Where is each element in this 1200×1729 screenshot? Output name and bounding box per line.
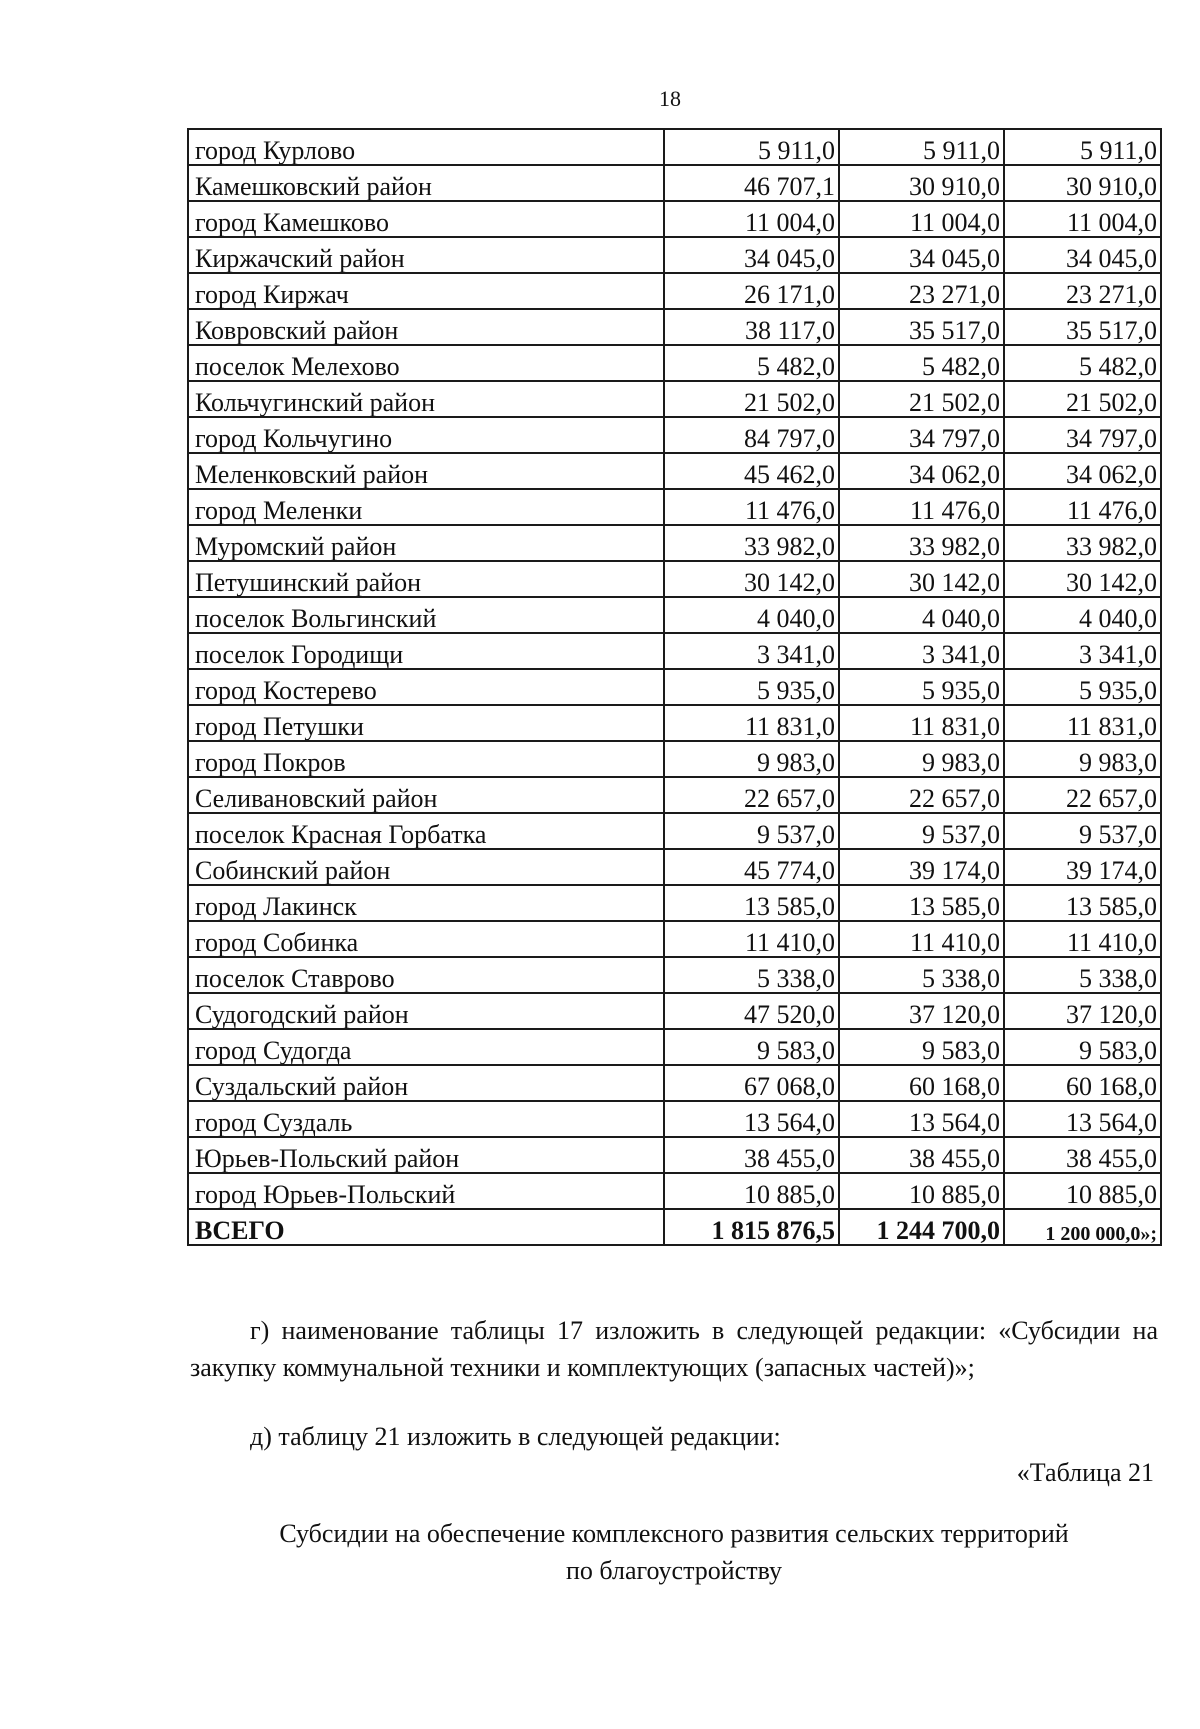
territory-name: город Кольчугино — [188, 417, 664, 453]
table-row — [188, 777, 1161, 813]
value-3: 5 911,0 — [1004, 129, 1161, 165]
table-row — [188, 1173, 1161, 1209]
value-3: 30 142,0 — [1004, 561, 1161, 597]
territory-name: поселок Мелехово — [188, 345, 664, 381]
table-row — [188, 993, 1161, 1029]
territory-name: поселок Вольгинский — [188, 597, 664, 633]
value-3: 38 455,0 — [1004, 1137, 1161, 1173]
value-3: 33 982,0 — [1004, 525, 1161, 561]
value-3: 9 983,0 — [1004, 741, 1161, 777]
table-row — [188, 633, 1161, 669]
value-2: 4 040,0 — [839, 597, 1004, 633]
value-1: 13 564,0 — [664, 1101, 839, 1137]
value-1: 5 482,0 — [664, 345, 839, 381]
value-1: 38 455,0 — [664, 1137, 839, 1173]
value-1: 5 911,0 — [664, 129, 839, 165]
territory-name: Судогодский район — [188, 993, 664, 1029]
table-row — [188, 597, 1161, 633]
value-2: 11 831,0 — [839, 705, 1004, 741]
value-3: 11 476,0 — [1004, 489, 1161, 525]
value-2: 5 482,0 — [839, 345, 1004, 381]
table-title — [190, 1515, 1158, 1589]
value-1: 11 476,0 — [664, 489, 839, 525]
paragraph-d: д) таблицу 21 изложить в следующей редакции: — [250, 1422, 781, 1451]
territory-name: Ковровский район — [188, 309, 664, 345]
table-row — [188, 921, 1161, 957]
table-title-line-1: Субсидии на обеспечение комплексного развития сельских территорий — [279, 1519, 1069, 1548]
table-row — [188, 813, 1161, 849]
territory-name: город Лакинск — [188, 885, 664, 921]
value-2: 22 657,0 — [839, 777, 1004, 813]
value-1: 38 117,0 — [664, 309, 839, 345]
value-1: 5 338,0 — [664, 957, 839, 993]
territory-name: город Костерево — [188, 669, 664, 705]
value-2: 38 455,0 — [839, 1137, 1004, 1173]
value-3: 60 168,0 — [1004, 1065, 1161, 1101]
territory-name: город Камешково — [188, 201, 664, 237]
value-2: 37 120,0 — [839, 993, 1004, 1029]
value-2: 10 885,0 — [839, 1173, 1004, 1209]
total-value-1: 1 815 876,5 — [664, 1209, 839, 1245]
value-1: 22 657,0 — [664, 777, 839, 813]
table-row — [188, 381, 1161, 417]
value-2: 5 338,0 — [839, 957, 1004, 993]
table-row — [188, 237, 1161, 273]
value-1: 3 341,0 — [664, 633, 839, 669]
value-2: 33 982,0 — [839, 525, 1004, 561]
value-3: 9 537,0 — [1004, 813, 1161, 849]
value-2: 34 797,0 — [839, 417, 1004, 453]
territory-name: Селивановский район — [188, 777, 664, 813]
table-row — [188, 1101, 1161, 1137]
value-3: 5 935,0 — [1004, 669, 1161, 705]
territory-name: Кольчугинский район — [188, 381, 664, 417]
value-1: 46 707,1 — [664, 165, 839, 201]
table-row — [188, 273, 1161, 309]
value-3: 23 271,0 — [1004, 273, 1161, 309]
territory-name: Суздальский район — [188, 1065, 664, 1101]
territory-name: поселок Городищи — [188, 633, 664, 669]
value-2: 60 168,0 — [839, 1065, 1004, 1101]
value-3: 13 564,0 — [1004, 1101, 1161, 1137]
value-2: 30 142,0 — [839, 561, 1004, 597]
value-2: 13 585,0 — [839, 885, 1004, 921]
value-3: 10 885,0 — [1004, 1173, 1161, 1209]
table-row — [188, 741, 1161, 777]
value-1: 11 004,0 — [664, 201, 839, 237]
page-number: 18 — [659, 86, 681, 111]
value-2: 30 910,0 — [839, 165, 1004, 201]
value-2: 39 174,0 — [839, 849, 1004, 885]
value-2: 11 410,0 — [839, 921, 1004, 957]
value-3: 3 341,0 — [1004, 633, 1161, 669]
value-2: 35 517,0 — [839, 309, 1004, 345]
subsidy-table — [187, 128, 1162, 1246]
total-label: ВСЕГО — [188, 1209, 664, 1245]
territory-name: поселок Красная Горбатка — [188, 813, 664, 849]
table-row — [188, 849, 1161, 885]
value-1: 84 797,0 — [664, 417, 839, 453]
table-row — [188, 669, 1161, 705]
value-2: 9 583,0 — [839, 1029, 1004, 1065]
value-2: 34 062,0 — [839, 453, 1004, 489]
value-3: 11 831,0 — [1004, 705, 1161, 741]
table-row — [188, 165, 1161, 201]
table-row — [188, 885, 1161, 921]
value-2: 13 564,0 — [839, 1101, 1004, 1137]
value-1: 11 410,0 — [664, 921, 839, 957]
table-title-line-2: по благоустройству — [566, 1556, 782, 1585]
value-3: 11 410,0 — [1004, 921, 1161, 957]
value-1: 26 171,0 — [664, 273, 839, 309]
territory-name: Собинский район — [188, 849, 664, 885]
value-3: 5 338,0 — [1004, 957, 1161, 993]
table-row — [188, 1029, 1161, 1065]
value-2: 11 004,0 — [839, 201, 1004, 237]
table-row — [188, 561, 1161, 597]
value-3: 39 174,0 — [1004, 849, 1161, 885]
territory-name: город Юрьев-Польский — [188, 1173, 664, 1209]
territory-name: город Судогда — [188, 1029, 664, 1065]
table-label: «Таблица 21 — [1016, 1458, 1154, 1487]
value-2: 21 502,0 — [839, 381, 1004, 417]
value-3: 34 062,0 — [1004, 453, 1161, 489]
table-row — [188, 201, 1161, 237]
value-1: 34 045,0 — [664, 237, 839, 273]
value-2: 23 271,0 — [839, 273, 1004, 309]
value-1: 21 502,0 — [664, 381, 839, 417]
territory-name: город Суздаль — [188, 1101, 664, 1137]
value-1: 47 520,0 — [664, 993, 839, 1029]
table-row — [188, 129, 1161, 165]
territory-name: Юрьев-Польский район — [188, 1137, 664, 1173]
value-1: 45 774,0 — [664, 849, 839, 885]
value-3: 9 583,0 — [1004, 1029, 1161, 1065]
territory-name: город Меленки — [188, 489, 664, 525]
value-3: 35 517,0 — [1004, 309, 1161, 345]
table-row — [188, 453, 1161, 489]
value-3: 34 045,0 — [1004, 237, 1161, 273]
value-2: 3 341,0 — [839, 633, 1004, 669]
value-1: 5 935,0 — [664, 669, 839, 705]
value-3: 37 120,0 — [1004, 993, 1161, 1029]
value-2: 9 983,0 — [839, 741, 1004, 777]
value-3: 5 482,0 — [1004, 345, 1161, 381]
value-3: 4 040,0 — [1004, 597, 1161, 633]
value-1: 30 142,0 — [664, 561, 839, 597]
value-1: 9 583,0 — [664, 1029, 839, 1065]
table-row — [188, 417, 1161, 453]
value-3: 30 910,0 — [1004, 165, 1161, 201]
paragraph-g: г) наименование таблицы 17 изложить в следующей редакции: «Субсидии на закупку коммунальной техники и комплектующих (запасных частей)»; — [190, 1316, 1158, 1382]
territory-name: Камешковский район — [188, 165, 664, 201]
table-row — [188, 1065, 1161, 1101]
total-value-2: 1 244 700,0 — [839, 1209, 1004, 1245]
territory-name: город Собинка — [188, 921, 664, 957]
value-1: 10 885,0 — [664, 1173, 839, 1209]
value-3: 21 502,0 — [1004, 381, 1161, 417]
value-2: 5 911,0 — [839, 129, 1004, 165]
territory-name: Муромский район — [188, 525, 664, 561]
value-1: 67 068,0 — [664, 1065, 839, 1101]
value-1: 9 983,0 — [664, 741, 839, 777]
table-row — [188, 1137, 1161, 1173]
table-row — [188, 489, 1161, 525]
territory-name: город Киржач — [188, 273, 664, 309]
value-2: 9 537,0 — [839, 813, 1004, 849]
value-1: 13 585,0 — [664, 885, 839, 921]
territory-name: Киржачский район — [188, 237, 664, 273]
territory-name: город Курлово — [188, 129, 664, 165]
territory-name: город Петушки — [188, 705, 664, 741]
total-value-3: 1 200 000,0»; — [1004, 1209, 1161, 1245]
value-3: 22 657,0 — [1004, 777, 1161, 813]
table-row — [188, 705, 1161, 741]
value-2: 34 045,0 — [839, 237, 1004, 273]
value-3: 11 004,0 — [1004, 201, 1161, 237]
table-row — [188, 525, 1161, 561]
value-1: 9 537,0 — [664, 813, 839, 849]
table-body — [188, 129, 1161, 1209]
territory-name: Меленковский район — [188, 453, 664, 489]
territory-name: город Покров — [188, 741, 664, 777]
value-1: 4 040,0 — [664, 597, 839, 633]
table-row — [188, 345, 1161, 381]
value-3: 34 797,0 — [1004, 417, 1161, 453]
table-row — [188, 309, 1161, 345]
value-1: 33 982,0 — [664, 525, 839, 561]
value-1: 45 462,0 — [664, 453, 839, 489]
value-2: 11 476,0 — [839, 489, 1004, 525]
value-3: 13 585,0 — [1004, 885, 1161, 921]
value-1: 11 831,0 — [664, 705, 839, 741]
table-row — [188, 957, 1161, 993]
territory-name: поселок Ставрово — [188, 957, 664, 993]
total-row — [188, 1209, 1161, 1245]
territory-name: Петушинский район — [188, 561, 664, 597]
value-2: 5 935,0 — [839, 669, 1004, 705]
